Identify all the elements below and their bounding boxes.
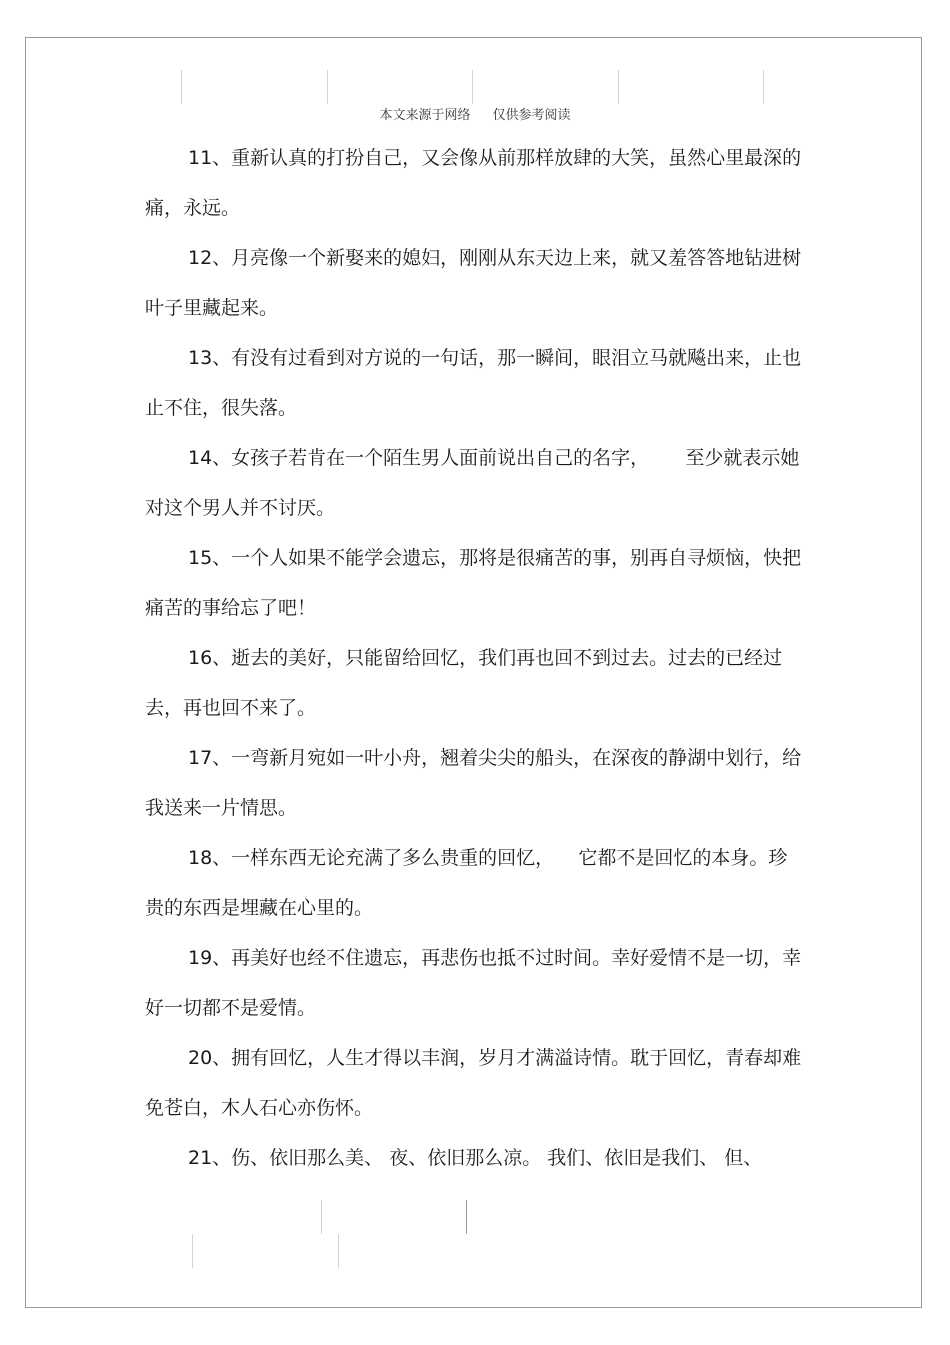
- paragraph: 16、逝去的美好，只能留给回忆，我们再也回不到过去。过去的已经过去，再也回不来了。: [145, 647, 783, 719]
- paragraph: 17、一弯新月宛如一叶小舟，翘着尖尖的船头，在深夜的静湖中划行，给我送来一片情思。: [145, 747, 802, 819]
- header-note: [0, 104, 950, 123]
- scan-mark: [472, 70, 473, 104]
- paragraph: 21、伤、依旧那么美、 夜、依旧那么凉。 我们、依旧是我们、 但、: [188, 1147, 763, 1169]
- paragraph: 12、月亮像一个新娶来的媳妇，刚刚从东天边上来，就又羞答答地钻进树叶子里藏起来。: [145, 247, 802, 319]
- scan-mark: [181, 70, 182, 104]
- paragraph: 18、一样东西无论充满了多么贵重的回忆， 它都不是回忆的本身。珍贵的东西是埋藏在心里的。: [145, 847, 788, 919]
- document-body: [145, 133, 805, 1183]
- scan-mark: [321, 1200, 322, 1234]
- scan-mark: [327, 70, 328, 104]
- scan-mark: [466, 1200, 467, 1234]
- source-note: 本文来源于网络: [379, 108, 471, 123]
- paragraph: 13、有没有过看到对方说的一句话，那一瞬间，眼泪立马就飚出来，止也止不住，很失落。: [145, 347, 802, 419]
- scan-mark: [192, 1234, 193, 1268]
- read-note: 仅供参考阅读: [492, 108, 571, 123]
- paragraph: 14、女孩子若肯在一个陌生男人面前说出自己的名字， 至少就表示她对这个男人并不讨厌。: [145, 447, 800, 519]
- paragraph: 11、重新认真的打扮自己，又会像从前那样放肆的大笑，虽然心里最深的痛，永远。: [145, 147, 802, 219]
- paragraph: 20、拥有回忆，人生才得以丰润，岁月才满溢诗情。耽于回忆，青春却难免苍白，木人石心亦伤怀。: [145, 1047, 802, 1119]
- scan-mark: [618, 70, 619, 104]
- scan-mark: [338, 1234, 339, 1268]
- paragraph: 15、一个人如果不能学会遗忘，那将是很痛苦的事，别再自寻烦恼，快把痛苦的事给忘了吧！: [145, 547, 802, 619]
- paragraph: 19、再美好也经不住遗忘，再悲伤也抵不过时间。幸好爱情不是一切，幸好一切都不是爱情。: [145, 947, 802, 1019]
- scan-mark: [763, 70, 764, 104]
